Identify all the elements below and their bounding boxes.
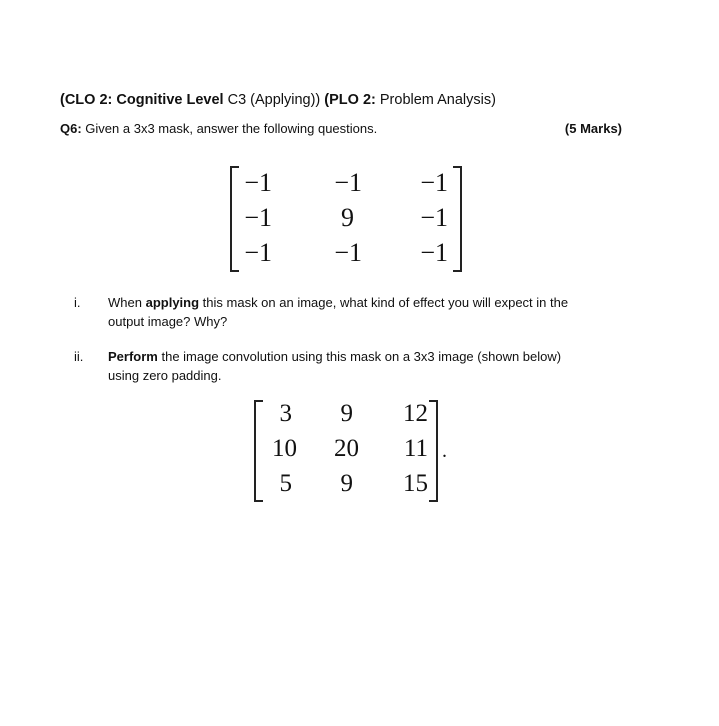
image-cell-0-1: 9 (340, 400, 353, 427)
item-i-text (108, 293, 648, 331)
item-ii-text (108, 347, 648, 385)
item-i-bold: applying (145, 295, 200, 310)
mask-cell-1-0: −1 (244, 203, 272, 232)
item-i-pre: When (108, 295, 142, 310)
trailing-period: . (442, 440, 447, 462)
image-cell-2-2: 15 (403, 470, 428, 497)
mask-cell-0-1: −1 (334, 168, 362, 197)
image-cell-0-2: 12 (403, 400, 428, 427)
item-ii-number: ii. (74, 349, 84, 364)
question-header (60, 92, 496, 108)
mask-cell-1-2: −1 (420, 203, 448, 232)
mask-cell-0-2: −1 (420, 168, 448, 197)
header-analysis: Problem Analysis) (379, 92, 496, 108)
question-text: Given a 3x3 mask, answer the following questions. (85, 121, 378, 136)
image-cell-1-1: 20 (334, 435, 359, 462)
item-ii-bold: Perform (108, 349, 158, 364)
mask-cell-0-0: −1 (244, 168, 272, 197)
question-label: Q6: (60, 121, 82, 136)
mask-matrix (230, 166, 462, 272)
item-i-number: i. (74, 295, 81, 310)
mask-cell-2-0: −1 (244, 238, 272, 267)
right-bracket (453, 166, 462, 272)
question-line (60, 121, 622, 136)
mask-cell-2-2: −1 (420, 238, 448, 267)
right-bracket (429, 400, 438, 502)
header-clo: (CLO 2: Cognitive Level (60, 92, 224, 108)
header-plo: (PLO 2: (324, 92, 376, 108)
image-cell-2-1: 9 (340, 470, 353, 497)
mask-cell-2-1: −1 (334, 238, 362, 267)
header-level: C3 (Applying)) (227, 92, 321, 108)
marks-label: (5 Marks) (564, 121, 622, 136)
item-ii-rest: the image convolution using this mask on a 3x3 image (shown below) (161, 349, 562, 364)
image-cell-1-0: 10 (272, 435, 297, 462)
image-cell-1-2: 11 (403, 435, 428, 462)
image-cell-0-0: 3 (279, 400, 292, 427)
left-bracket (230, 166, 239, 272)
item-i-line2: output image? Why? (108, 314, 228, 329)
item-ii-line2: using zero padding. (108, 368, 222, 383)
image-cell-2-0: 5 (279, 470, 292, 497)
mask-cell-1-1: 9 (341, 203, 354, 232)
left-bracket (254, 400, 263, 502)
item-i-rest: this mask on an image, what kind of effect you will expect in the (202, 295, 569, 310)
image-matrix (254, 400, 438, 502)
